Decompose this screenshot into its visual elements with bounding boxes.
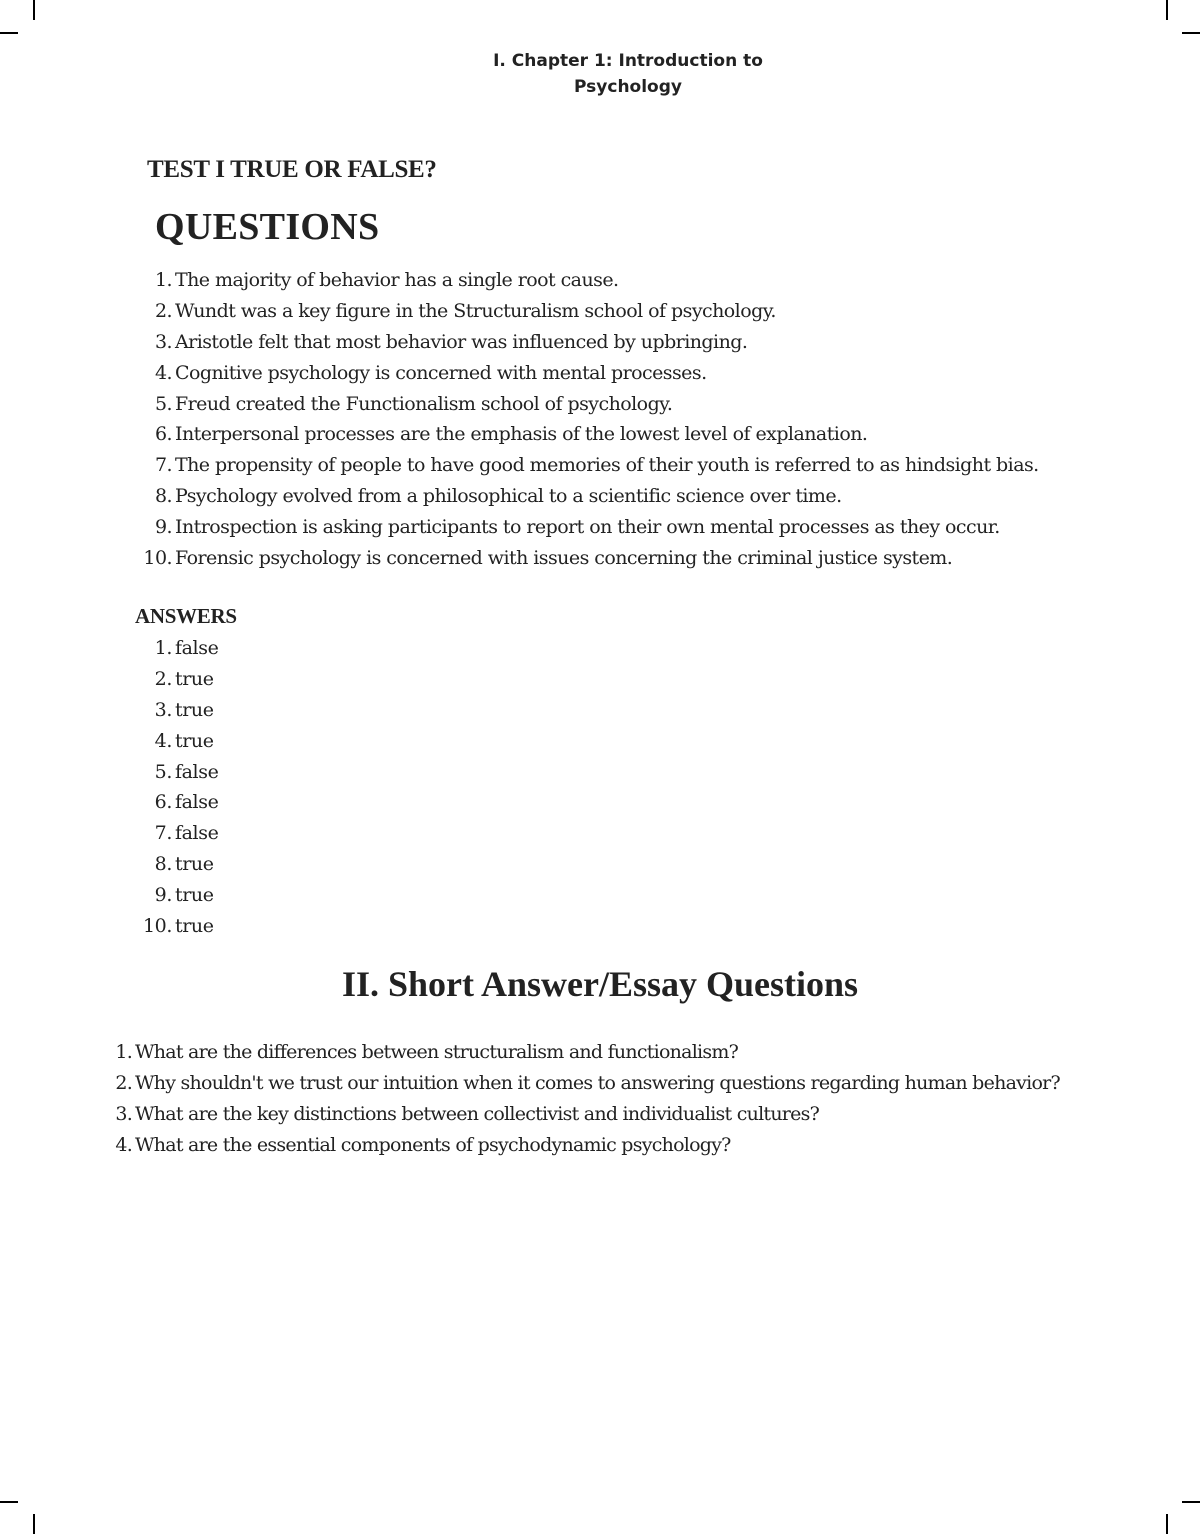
list-text: false — [175, 637, 219, 660]
list-text: Wundt was a key figure in the Structuralism school of psychology. — [175, 300, 776, 323]
list-number: 1. — [154, 269, 172, 292]
list-text: Freud created the Functionalism school of psychology. — [175, 392, 673, 415]
crop-mark — [1166, 0, 1168, 20]
list-number: 9. — [154, 515, 172, 538]
list-text: Cognitive psychology is concerned with mental processes. — [175, 361, 707, 384]
list-number: 2. — [154, 668, 172, 691]
list-number: 6. — [154, 791, 172, 814]
answer-item — [135, 910, 218, 941]
essay-question-item — [95, 1099, 1060, 1130]
list-text: Introspection is asking participants to report on their own mental processes as they occur. — [175, 515, 1000, 538]
list-number: 2. — [115, 1072, 132, 1095]
header-line-1: I. Chapter 1: Introduction to — [493, 51, 763, 71]
crop-mark — [0, 1501, 18, 1503]
list-number: 1. — [154, 637, 172, 660]
list-number: 3. — [115, 1102, 132, 1125]
answer-item — [135, 787, 218, 818]
essay-questions-list — [95, 1037, 1060, 1160]
answer-item — [135, 849, 218, 880]
list-number: 8. — [154, 852, 172, 875]
list-text: true — [175, 729, 214, 752]
crop-mark — [33, 1514, 35, 1534]
question-item — [135, 511, 1039, 542]
questions-title: QUESTIONS — [155, 206, 380, 248]
list-text: true — [175, 668, 214, 691]
list-text: true — [175, 883, 214, 906]
header-line-2: Psychology — [574, 77, 682, 97]
crop-mark — [33, 0, 35, 20]
list-number: 4. — [115, 1133, 132, 1156]
list-number: 3. — [154, 330, 172, 353]
answer-item — [135, 879, 218, 910]
question-item — [135, 419, 1039, 450]
list-number: 4. — [154, 361, 172, 384]
answer-item — [135, 756, 218, 787]
answer-item — [135, 695, 218, 726]
list-number: 9. — [154, 883, 172, 906]
question-item — [135, 481, 1039, 512]
list-number: 1. — [115, 1041, 132, 1064]
list-number: 7. — [154, 454, 172, 477]
answer-item — [135, 664, 218, 695]
essay-question-item — [95, 1129, 1060, 1160]
answer-item — [135, 818, 218, 849]
list-text: What are the differences between structuralism and functionalism? — [135, 1041, 739, 1064]
list-text: Psychology evolved from a philosophical to a scientific science over time. — [175, 484, 842, 507]
question-item — [135, 265, 1039, 296]
essay-question-item — [95, 1068, 1060, 1099]
list-number: 4. — [154, 729, 172, 752]
list-number: 7. — [154, 822, 172, 845]
list-text: The majority of behavior has a single root cause. — [175, 269, 619, 292]
list-text: Aristotle felt that most behavior was influenced by upbringing. — [175, 330, 748, 353]
crop-mark — [1182, 32, 1200, 34]
list-number: 10. — [143, 546, 172, 569]
list-text: Why shouldn't we trust our intuition when it comes to answering questions regarding human behavior? — [135, 1072, 1060, 1095]
question-item — [135, 357, 1039, 388]
questions-list — [135, 265, 1039, 573]
list-text: false — [175, 822, 219, 845]
question-item — [135, 450, 1039, 481]
question-item — [135, 296, 1039, 327]
list-text: true — [175, 914, 214, 937]
answers-title: ANSWERS — [135, 604, 237, 628]
list-number: 2. — [154, 300, 172, 323]
answers-list — [135, 633, 218, 941]
list-text: true — [175, 698, 214, 721]
list-number: 8. — [154, 484, 172, 507]
list-text: Forensic psychology is concerned with issues concerning the criminal justice system. — [175, 546, 953, 569]
page-header — [0, 48, 1200, 100]
list-number: 5. — [154, 760, 172, 783]
essay-question-item — [95, 1037, 1060, 1068]
list-text: false — [175, 760, 219, 783]
list-text: Interpersonal processes are the emphasis of the lowest level of explanation. — [175, 423, 868, 446]
list-number: 6. — [154, 423, 172, 446]
question-item — [135, 542, 1039, 573]
list-text: What are the essential components of psychodynamic psychology? — [135, 1133, 731, 1156]
list-text: true — [175, 852, 214, 875]
list-number: 5. — [154, 392, 172, 415]
question-item — [135, 327, 1039, 358]
crop-mark — [1182, 1501, 1200, 1503]
list-number: 10. — [142, 914, 172, 937]
list-text: What are the key distinctions between collectivist and individualist cultures? — [135, 1102, 820, 1125]
crop-mark — [0, 32, 18, 34]
list-text: false — [175, 791, 219, 814]
crop-mark — [1166, 1514, 1168, 1534]
list-number: 3. — [154, 698, 172, 721]
question-item — [135, 388, 1039, 419]
list-text: The propensity of people to have good memories of their youth is referred to as hindsight bias. — [175, 454, 1039, 477]
section-2-title: II. Short Answer/Essay Questions — [341, 964, 859, 1004]
test-title: TEST I TRUE OR FALSE? — [147, 156, 437, 183]
answer-item — [135, 725, 218, 756]
answer-item — [135, 633, 218, 664]
